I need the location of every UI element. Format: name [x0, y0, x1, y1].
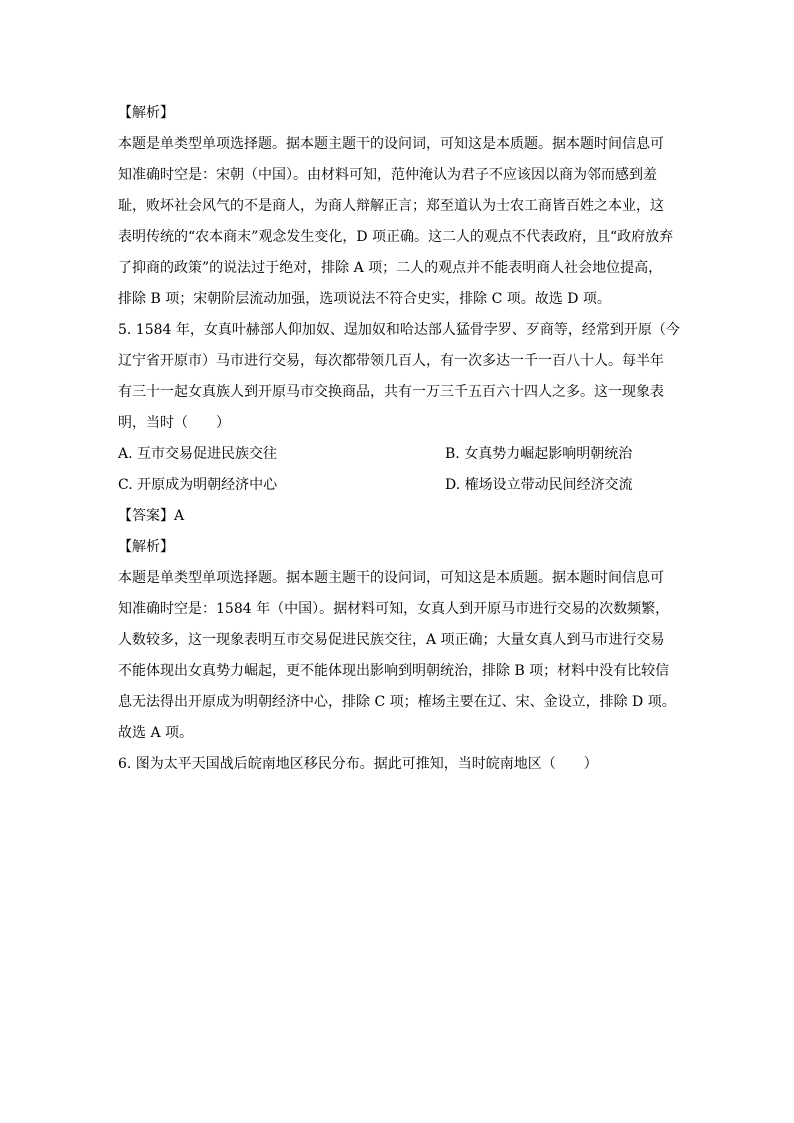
- analysis-line: 了抑商的政策”的说法过于绝对，排除 A 项；二人的观点并不能表明商人社会地位提高，: [118, 260, 663, 276]
- analysis-line: 耻，败坏社会风气的不是商人，为商人辩解正言；郑至道认为士农工商皆百姓之本业，这: [118, 198, 664, 214]
- question-5-line: 5. 1584 年，女真叶赫部人仰加奴、逞加奴和哈达部人猛骨孛罗、歹商等，经常到开原（今: [118, 322, 680, 338]
- analysis-line: 知准确时空是：1584 年（中国）。据材料可知，女真人到开原马市进行交易的次数频繁，: [118, 601, 670, 617]
- analysis-line: 表明传统的“农本商末”观念发生变化，D 项正确。这二人的观点不代表政府，且“政府放弃: [118, 229, 674, 245]
- question-5-line: 明，当时（ ）: [118, 415, 230, 431]
- question-6-stem: 6. 图为太平天国战后皖南地区移民分布。据此可推知，当时皖南地区（ ）: [118, 756, 598, 772]
- options-row: [118, 439, 678, 470]
- analysis-line: 不能体现出女真势力崛起，更不能体现出影响到明朝统治，排除 B 项；材料中没有比较信: [118, 663, 670, 679]
- analysis-heading: 【解析】: [118, 539, 174, 555]
- question-5-line: 有三十一起女真族人到开原马市交换商品，共有一万三千五百六十四人之多。这一现象表: [118, 384, 664, 400]
- option-a: A. 互市交易促进民族交往: [118, 446, 278, 462]
- analysis-line: 排除 B 项；宋朝阶层流动加强，选项说法不符合史实，排除 C 项。故选 D 项。: [118, 291, 611, 307]
- analysis-line: 息无法得出开原成为明朝经济中心，排除 C 项；榷场主要在辽、宋、金设立，排除 D 项。: [118, 694, 676, 710]
- question-5-line: 辽宁省开原市）马市进行交易，每次都带领几百人，有一次多达一千一百八十人。每半年: [118, 353, 664, 369]
- option-c: C. 开原成为明朝经济中心: [118, 477, 278, 493]
- analysis-line: 人数较多，这一现象表明互市交易促进民族交往，A 项正确；大量女真人到马市进行交易: [118, 632, 665, 648]
- document-content: [118, 98, 678, 780]
- analysis-line: 故选 A 项。: [118, 725, 194, 741]
- analysis-line: 本题是单类型单项选择题。据本题主题干的设问词，可知这是本质题。据本题时间信息可: [118, 570, 664, 586]
- analysis-heading: 【解析】: [118, 105, 174, 121]
- options-row: [118, 470, 678, 501]
- option-b: B. 女真势力崛起影响明朝统治: [445, 446, 633, 462]
- analysis-line: 知准确时空是：宋朝（中国）。由材料可知，范仲淹认为君子不应该因以商为邻而感到羞: [118, 167, 657, 183]
- analysis-line: 本题是单类型单项选择题。据本题主题干的设问词，可知这是本质题。据本题时间信息可: [118, 136, 664, 152]
- option-d: D. 榷场设立带动民间经济交流: [445, 477, 633, 493]
- answer-line: 【答案】A: [118, 508, 185, 524]
